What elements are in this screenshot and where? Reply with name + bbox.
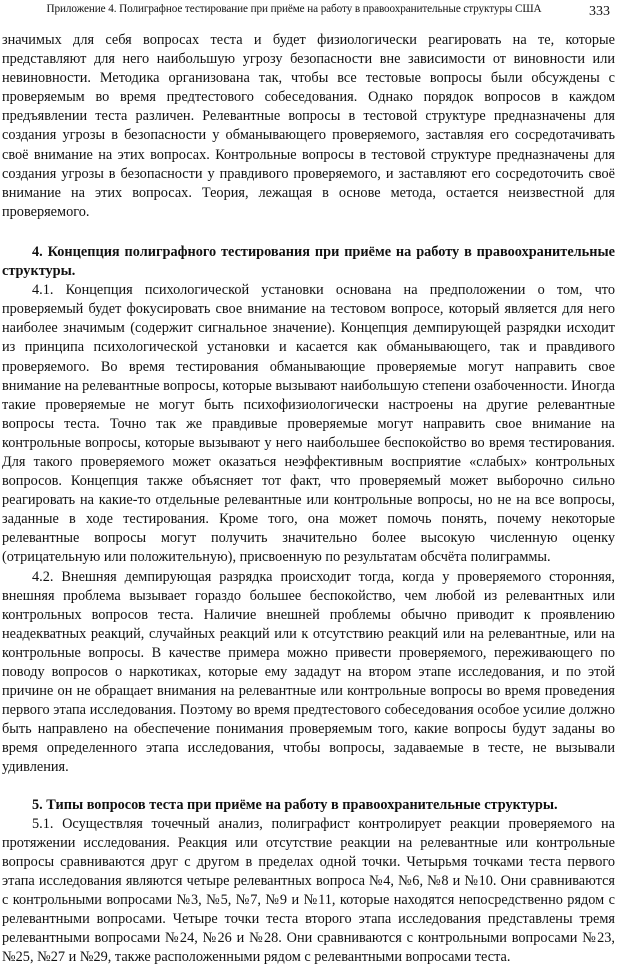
- section-heading-4: 4. Концепция полиграфного тестирования при приёме на работу в правоохранительные структуры.: [2, 243, 615, 280]
- paragraph-continued: значимых для себя вопросах теста и будет физиологически реагировать на те, которые представляют для него наибольшую угрозу безопасности вне зависимости от виновности или невиновности. Методика организована так, чтобы все тестовые вопросы были обсуждены с проверяемым во время предтестового собеседования. Однако порядок вопросов в каждом предъявлении теста различен. Релевантные вопросы в тестовой структуре предназначены для создания угрозы в безопасности у обманывающего проверяемого, заставляя его сосредотачивать своё внимание на этих вопросах. Контрольные вопросы в тестовой структуре предназначены для создания угрозы в безопасности у правдивого проверяемого, и заставляют его сосредоточить своё внимание на этих вопросах. Теория, лежащая в основе метода, остается неизвестной для проверяемого.: [2, 32, 615, 220]
- running-head: Приложение 4. Полиграфное тестирование при приёме на работу в правоохранительные структуры США: [46, 3, 542, 15]
- page-number: 333: [589, 4, 610, 19]
- page-body: [2, 31, 615, 967]
- paragraph-5-1: 5.1. Осуществляя точечный анализ, полиграфист контролирует реакции проверяемого на протяжении исследования. Реакция или отсутствие реакции на релевантные или контрольные вопросы сравниваются друг с другом в пределах одной точки. Четырьмя точками теста первого этапа исследования являются четыре релевантных вопроса №4, №6, №8 и №10. Они сравниваются с контрольными вопросами №3, №5, №7, №9 и №11, которые находятся непосредственно рядом с релевантными вопросами. Четыре точки теста второго этапа исследования представлены тремя релевантными вопросами №24, №26 и №28. Они сравниваются с контрольными вопросами №23, №25, №27 и №29, также расположенными рядом с релевантными вопросами теста.: [2, 815, 615, 966]
- section-heading-5: 5. Типы вопросов теста при приёме на работу в правоохранительные структуры.: [32, 796, 558, 813]
- paragraph-4-2: 4.2. Внешняя демпирующая разрядка происходит тогда, когда у проверяемого сторонняя, внешняя проблема вызывает гораздо большее беспокойство, чем любой из релевантных или контрольных вопросов теста. Наличие внешней проблемы обычно приводит к проявлению неадекватных реакций, случайных реакций или к отсутствию реакций или на релевантные, или на контрольные вопросы. В качестве примера можно привести проверяемого, переживающего по поводу вопросов о наркотиках, которые ему зададут на втором этапе исследования, и по этой причине он не обращает внимания на релевантные или контрольные вопросы во время проведения первого этапа исследования. Поэтому во время предтестового собеседования особое усилие должно быть направлено на обеспечение понимания проверяемым того, какие вопросы будут заданы во время определенного этапа исследования, чтобы вопросы, задаваемые в тесте, не вызывали удивления.: [2, 568, 615, 776]
- page-header: [0, 2, 620, 20]
- paragraph-4-1: 4.1. Концепция психологической установки основана на предположении о том, что проверяемый будет фокусировать свое внимание на тестовом вопросе, который является для него наиболее значимым (содержит сигнальное значение). Концепция демпирующей разрядки исходит из принципа психологической установки и касается как обманывающего, так и правдивого проверяемого. Во время тестирования обманывающие проверяемые могут направить свое внимание на релевантные вопросы, которые вызывают наибольшую степени озабоченности. Иногда такие проверяемые не могут быть психофизиологически настроены на другие релевантные вопросы теста. Точно так же правдивые проверяемые могут направить свое внимание на контрольные вопросы, которые вызывают у него наибольшее беспокойство во время тестирования. Для такого проверяемого может оказаться неэффективным восприятие «слабых» контрольных вопросов. Концепция также объясняет тот факт, что проверяемый может выборочно сильно реагировать на какие-то отдельные релевантные или контрольные вопросы, но не на все вопросы, заданные в ходе тестирования. Кроме того, она может помочь понять, почему некоторые релевантные вопросы могут получить значительно более высокую численную оценку (отрицательную или положительную), присвоенную по результатам обсчёта полиграммы.: [2, 282, 615, 566]
